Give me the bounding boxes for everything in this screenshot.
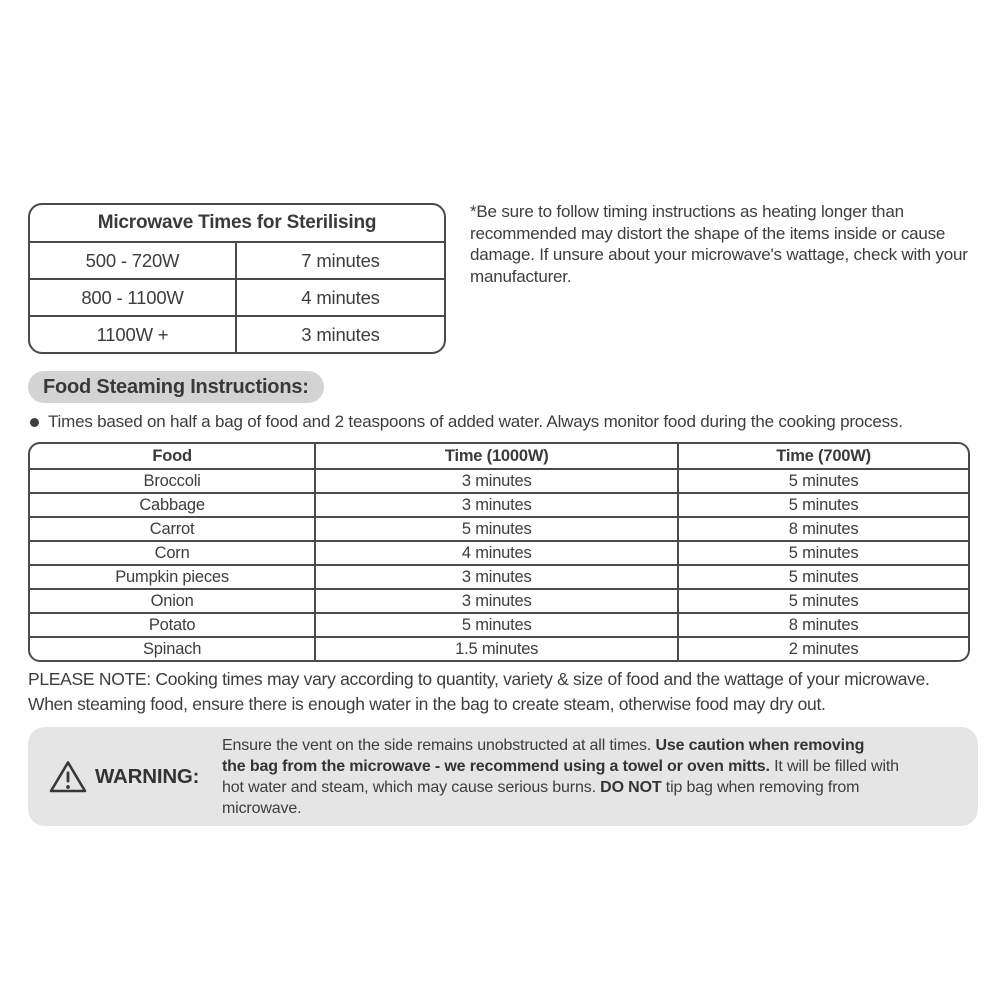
time-1000w-cell: 5 minutes — [314, 614, 677, 636]
table-row — [30, 564, 968, 588]
wattage-note-line: damage. If unsure about your microwave's wattage, check with your — [470, 245, 968, 264]
table-row — [30, 540, 968, 564]
please-note-line: When steaming food, ensure there is enough water in the bag to create steam, otherwise food may dry out. — [28, 694, 826, 714]
time-700w-cell: 5 minutes — [677, 470, 968, 492]
warning-left-cluster — [48, 727, 199, 826]
warning-text-line: the bag from the microwave - we recommend using a towel or oven mitts. It will be filled with — [222, 758, 899, 775]
time-1000w-cell: 3 minutes — [314, 566, 677, 588]
food-cell: Cabbage — [139, 495, 205, 514]
time-cell: 4 minutes — [301, 286, 380, 308]
warning-text-line: Ensure the vent on the side remains unobstructed at all times. Use caution when removing — [222, 737, 865, 754]
warning-text — [222, 735, 899, 819]
warning-label: WARNING: — [95, 764, 200, 788]
table-row — [30, 516, 968, 540]
food-cell: Onion — [150, 591, 194, 610]
time-cell: 7 minutes — [301, 249, 380, 271]
wattage-cell: 500 - 720W — [30, 243, 237, 278]
time-700w-cell: 2 minutes — [677, 638, 968, 660]
table-row — [30, 612, 968, 636]
food-cell: Potato — [148, 615, 196, 634]
time-700w-cell: 5 minutes — [677, 542, 968, 564]
time-700w-cell: 5 minutes — [677, 494, 968, 516]
time-1000w-cell: 5 minutes — [314, 518, 677, 540]
table-row — [30, 636, 968, 660]
table-row — [30, 492, 968, 516]
sterilising-table-title: Microwave Times for Sterilising — [97, 212, 377, 233]
wattage-note-line: *Be sure to follow timing instructions as heating longer than — [470, 202, 904, 221]
food-table-header-row — [30, 444, 968, 468]
warning-triangle-icon — [48, 759, 88, 795]
sterilising-table — [28, 203, 446, 354]
bullet-icon — [30, 418, 39, 427]
please-note-line: PLEASE NOTE: Cooking times may vary according to quantity, variety & size of food and the wattage of your microwave. — [28, 669, 930, 689]
time-1000w-cell: 3 minutes — [314, 590, 677, 612]
table-row — [30, 468, 968, 492]
food-cell: Spinach — [142, 639, 202, 658]
steaming-bullet-text: Times based on half a bag of food and 2 teaspoons of added water. Always monitor food during the cooking process. — [48, 412, 903, 431]
wattage-note-line: manufacturer. — [470, 266, 572, 286]
wattage-note-line: recommended may distort the shape of the items inside or cause — [470, 223, 946, 243]
time-700w-cell: 5 minutes — [677, 590, 968, 612]
steaming-bullet — [30, 412, 903, 432]
time-1000w-cell: 4 minutes — [314, 542, 677, 564]
time-700w-cell: 8 minutes — [677, 518, 968, 540]
food-cell: Pumpkin pieces — [115, 567, 229, 586]
food-table — [28, 442, 970, 662]
time-700w-cell: 5 minutes — [677, 566, 968, 588]
food-column-header: Food — [152, 446, 192, 465]
table-row — [30, 588, 968, 612]
food-cell: Broccoli — [143, 471, 201, 490]
time-cell: 3 minutes — [301, 323, 380, 345]
wattage-note — [470, 201, 968, 287]
table-row — [30, 241, 444, 278]
food-cell: Corn — [154, 543, 190, 562]
warning-text-line: microwave. — [222, 800, 302, 817]
time-1000w-cell: 1.5 minutes — [314, 638, 677, 660]
time-700w-cell: 8 minutes — [677, 614, 968, 636]
please-note — [28, 667, 930, 717]
time-1000w-column-header: Time (1000W) — [314, 444, 677, 468]
time-700w-column-header: Time (700W) — [677, 444, 968, 468]
table-row — [30, 315, 444, 352]
wattage-cell: 800 - 1100W — [30, 280, 237, 315]
time-1000w-cell: 3 minutes — [314, 470, 677, 492]
steaming-heading: Food Steaming Instructions: — [28, 371, 324, 403]
food-cell: Carrot — [149, 519, 195, 538]
time-1000w-cell: 3 minutes — [314, 494, 677, 516]
warning-box — [28, 727, 978, 826]
wattage-cell: 1100W + — [30, 317, 237, 352]
table-row — [30, 278, 444, 315]
warning-text-line: hot water and steam, which may cause serious burns. DO NOT tip bag when removing from — [222, 779, 860, 796]
